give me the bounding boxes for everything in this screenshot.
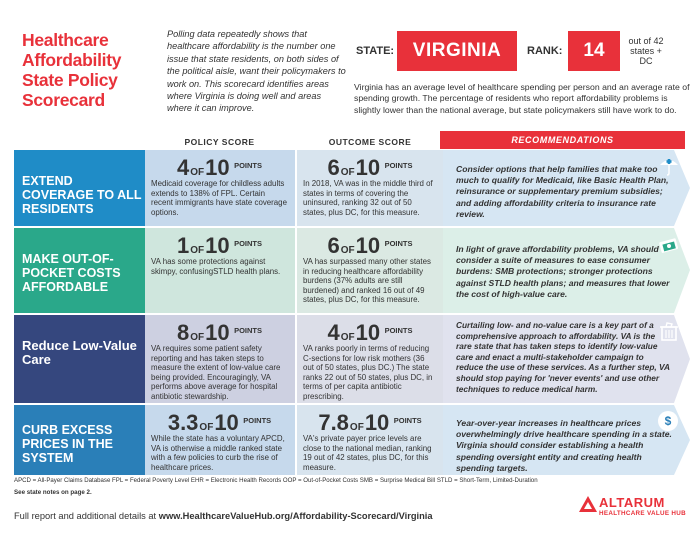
state-label: STATE: bbox=[356, 45, 395, 57]
outcome-score-cell bbox=[297, 228, 443, 313]
outcome-score: 6OF10 $^{POINTS}$ bbox=[327, 233, 413, 258]
outcome-score-header: OUTCOME SCORE bbox=[328, 137, 412, 147]
outcome-score-cell bbox=[297, 150, 443, 226]
recommendation-text: Consider options that help families that make too much to qualify for Medicaid, like Basic Health Plan, reinsurance or supplementary premium subsidies; and adding affordability criteria to insurance rate review. bbox=[456, 164, 669, 219]
category-label: CURB EXCESS PRICES IN THE SYSTEM bbox=[22, 423, 113, 465]
policy-description: VA has some protections against skimpy, confusingSTLD health plans. bbox=[151, 257, 281, 276]
policy-description: While the state has a voluntary APCD, VA is otherwise a middle ranked state with a few policies to curb the rise of healthcare prices. bbox=[151, 434, 285, 472]
scorecard-title: Healthcare Affordability State Policy Scorecard bbox=[22, 30, 122, 110]
outcome-description: VA has surpassed many other states in reducing healthcare affordability burdens (37% adults are still burdened) and ranked 16 out of 49 states, plus DC, for this measure. bbox=[303, 257, 431, 305]
scorecard-row bbox=[14, 228, 690, 313]
rank-subtext: out of 42 states + DC bbox=[628, 36, 664, 66]
outcome-description: VA ranks poorly in terms of reducing C-sections for low risk mothers (36 out of 50 states, plus DC.) The state ranks 22 out of 50 states, plus DC, in terms of per capita antibiotic prescribing. bbox=[303, 344, 433, 401]
recommendation-text: In light of grave affordability problems, VA should consider a suite of measures to ease consumer burdens: SMB protections; stronger protections against STLD health plans; and measures that lower the cost of high-value care. bbox=[456, 244, 670, 299]
policy-score-cell bbox=[145, 150, 294, 226]
state-name: VIRGINIA bbox=[397, 31, 517, 71]
policy-score-cell bbox=[145, 228, 294, 313]
rank-label: RANK: bbox=[527, 45, 563, 57]
policy-score-cell bbox=[145, 405, 294, 475]
intro-text: Polling data repeatedly shows that healthcare affordability is the number one issue that state residents, on both sides of the political aisle, want their policymakers to work on. This scorecard identifies areas where Virginia is doing well and areas where it can improve. bbox=[167, 29, 346, 114]
policy-score: 4OF10 $^{POINTS}$ bbox=[177, 155, 262, 180]
policy-description: VA requires some patient safety reporting and has taken steps to measure the extent of low-value care being provided. Encouragingly, VA performs above average for hospital antibiotic stewardship. bbox=[151, 344, 281, 401]
svg-text:$: $ bbox=[664, 414, 672, 428]
state-notes-note: See state notes on page 2. bbox=[14, 489, 92, 496]
policy-score-cell bbox=[145, 315, 294, 403]
policy-score: 3.3OF10 $^{POINTS}$ bbox=[167, 410, 272, 435]
outcome-score-cell bbox=[297, 405, 443, 475]
report-link[interactable]: www.HealthcareValueHub.org/Affordability-Scorecard/Virginia bbox=[158, 511, 433, 521]
recommendation-text: Curtailing low- and no-value care is a key part of a comprehensive approach to affordability. VA is the rare state that has taken steps to identify low-value care and enact a multi-stakeholder campaign to reduce the use of these services. As a further step, VA should stop paying for 'never events' and use other techniques to reduce medical harm. bbox=[456, 320, 670, 394]
state-description: Virginia has an average level of healthcare spending per person and an average rate of spending growth. The percentage of residents who report affordability problems is slightly lower than the national average, but state policymakers still have work to do. bbox=[354, 82, 690, 115]
outcome-score: 7.8OF10 $^{POINTS}$ bbox=[318, 410, 422, 435]
abbreviations-note: APCD = All-Payer Claims Database FPL = Federal Poverty Level EHR = Electronic Health Records OOP = Out-of-Pocket Costs SMB = Surprise Medical Bill STLD = Short-Term, Limited-Duration bbox=[14, 477, 538, 484]
outcome-score-cell bbox=[297, 315, 443, 403]
recommendation-text: Year-over-year increases in healthcare prices overwhelmingly drive healthcare spending in a state. Virginia should consider establishing a health spending oversight entity and creating health spending targets. bbox=[456, 418, 672, 473]
category-label: EXTEND COVERAGE TO ALL RESIDENTS bbox=[22, 174, 142, 216]
state-rank-block bbox=[354, 31, 694, 71]
outcome-score: 6OF10 $^{POINTS}$ bbox=[327, 155, 413, 180]
scorecard-row bbox=[14, 150, 690, 226]
outcome-description: In 2018, VA was in the middle third of states in terms of covering the uninsured, ranking 32 out of 50 states, plus DC, for this measure. bbox=[303, 179, 433, 217]
policy-description: Medicaid coverage for childless adults extends to 138% of FPL. Certain recent immigrants have state coverage options. bbox=[151, 179, 287, 217]
category-label: MAKE OUT-OF-POCKET COSTS AFFORDABLE bbox=[22, 252, 121, 294]
footer-link-text: Full report and additional details at www.HealthcareValueHub.org/Affordability-Scorecard/Virginia bbox=[14, 511, 433, 521]
policy-score-header: POLICY SCORE bbox=[184, 137, 255, 147]
scorecard-row bbox=[14, 405, 690, 475]
recommendations-header: RECOMMENDATIONS bbox=[440, 131, 685, 149]
outcome-score: 4OF10 $^{POINTS}$ bbox=[327, 320, 413, 345]
altarum-logo: ALTARUM HEALTHCARE VALUE HUB bbox=[579, 494, 691, 524]
policy-score: 8OF10 $^{POINTS}$ bbox=[177, 320, 262, 345]
scorecard-row bbox=[14, 315, 690, 403]
outcome-description: VA's private payer price levels are close to the national median, ranking 19 out of 42 states, plus DC, for this measure. bbox=[303, 434, 432, 472]
category-label: Reduce Low-Value Care bbox=[22, 338, 137, 367]
altarum-mark-icon bbox=[579, 496, 597, 512]
rank-value: 14 bbox=[568, 31, 620, 71]
policy-score: 1OF10 $^{POINTS}$ bbox=[177, 233, 262, 258]
